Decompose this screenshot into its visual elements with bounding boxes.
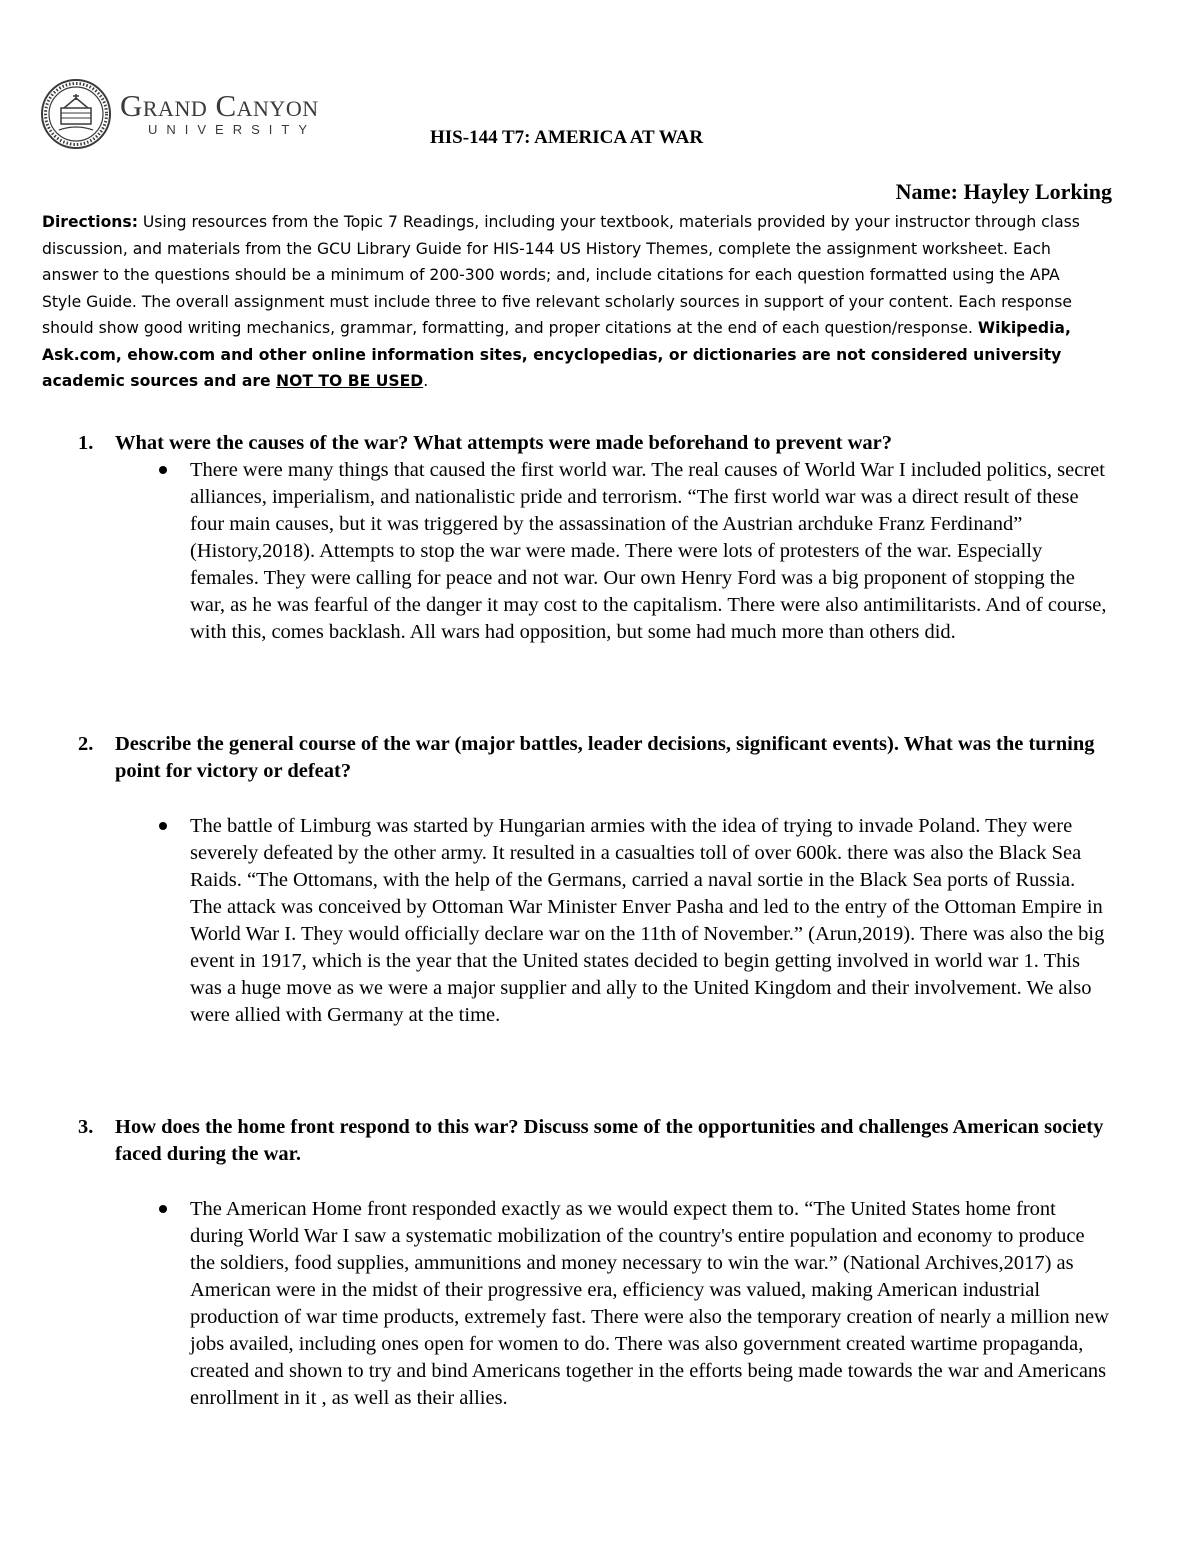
directions-bold-text: Wikipedia, Ask.com, ehow.com and other online information sites, encyclopedias, or dictionaries are not considered university academic sources and are [42, 319, 1071, 390]
question-number: 1. [78, 432, 94, 454]
directions-end: . [423, 372, 429, 390]
directions-text: Using resources from the Topic 7 Readings, including your textbook, materials provided by your instructor through class discussion, and materials from the GCU Library Guide for HIS-144 US History Themes, complete the assignment worksheet. Each answer to the questions should be a minimum of 200-300 words; and, include citations for each question formatted using the APA Style Guide. The overall assignment must include three to five relevant scholarly sources in support of your content. Each response should show good writing mechanics, grammar, formatting, and proper citations at the end of each question/response. [42, 213, 1080, 337]
answer-text: The battle of Limburg was started by Hungarian armies with the idea of trying to invade Poland. They were severely defeated by the other army. It resulted in a casualties toll of over 600k. there was also the Black Sea Raids. “The Ottomans, with the help of the Germans, carried a naval sortie in the Black Sea ports of Russia. The attack was conceived by Ottoman War Minister Enver Pasha and led to the entry of the Ottoman Empire in World War I. They would officially declare war on the 11th of November.” (Arun,2019). There was also the big event in 1917, which is the year that the United states decided to begin getting involved in world war 1. This was a huge move as we were a major supplier and ally to the United Kingdom and their involvement. We also were allied with Germany at the time. [190, 815, 1105, 1026]
student-name: Name: Hayley Lorking [895, 179, 1112, 204]
question-number: 3. [78, 1116, 94, 1138]
university-sub: UNIVERSITY [148, 122, 317, 137]
question-text: How does the home front respond to this war? Discuss some of the opportunities and challenges American society faced during the war. [115, 1116, 1104, 1165]
directions-paragraph [42, 209, 1102, 395]
document-title: HIS-144 T7: AMERICA AT WAR [430, 127, 704, 148]
question-1 [78, 430, 1118, 646]
answer-text: There were many things that caused the first world war. The real causes of World War I included politics, secret alliances, imperialism, and nationalistic pride and terrorism. “The first world war was a direct result of these four main causes, but it was triggered by the assassination of the Austrian archduke Franz Ferdinand” (History,2018). Attempts to stop the war were made. There were lots of protesters of the war. Especially females. They were calling for peace and not war. Our own Henry Ford was a big proponent of stopping the war, as he was fearful of the danger it may cost to the capitalism. There were also antimilitarists. And of course, with this, comes backlash. All wars had opposition, but some had much more than others did. [190, 459, 1107, 643]
answer-item [150, 1196, 1110, 1412]
university-logo [40, 78, 319, 150]
answer-item [150, 457, 1110, 646]
question-2 [78, 731, 1118, 1029]
bullet-icon [150, 1196, 190, 1412]
question-3 [78, 1114, 1118, 1412]
university-seal-icon [40, 78, 112, 150]
question-text: What were the causes of the war? What attempts were made beforehand to prevent war? [115, 432, 892, 454]
question-text: Describe the general course of the war (major battles, leader decisions, significant events). What was the turning point for victory or defeat? [115, 733, 1095, 782]
question-number: 2. [78, 733, 94, 755]
bullet-icon [150, 813, 190, 1029]
university-name: Grand Canyon [120, 88, 319, 123]
directions-label: Directions: [42, 213, 138, 231]
directions-underlined: NOT TO BE USED [276, 372, 424, 390]
answer-item [150, 813, 1110, 1029]
answer-text: The American Home front responded exactly as we would expect them to. “The United States home front during World War I saw a systematic mobilization of the country's entire population and economy to produce the soldiers, food supplies, ammunitions and money necessary to win the war.” (National Archives,2017) as American were in the midst of their progressive era, efficiency was valued, making American industrial production of war time products, extremely fast. There were also the temporary creation of nearly a million new jobs availed, including ones open for women to do. There was also government created wartime propaganda, created and shown to try and bind Americans together in the efforts being made towards the war and Americans enrollment in it , as well as their allies. [190, 1198, 1109, 1409]
bullet-icon [150, 457, 190, 646]
